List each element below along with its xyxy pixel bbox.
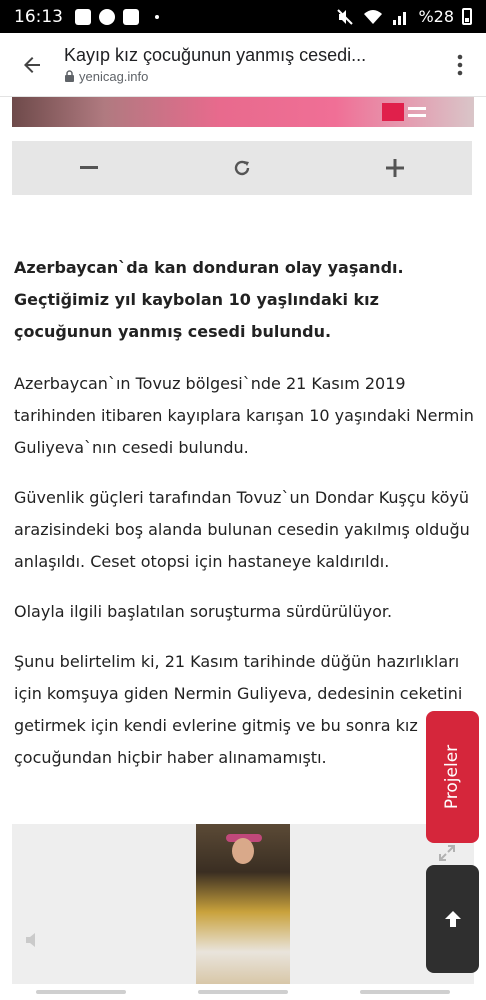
article-paragraph: Azerbaycan`ın Tovuz bölgesi`nde 21 Kasım 2019 tarihinden itibaren kayıplara karışan 10 yaşındaki Nermin Guliyeva`nın cesedi bulundu. — [14, 374, 474, 457]
gallery-icon — [75, 9, 91, 25]
back-button[interactable] — [0, 33, 64, 97]
plus-icon — [386, 159, 404, 177]
expand-icon[interactable] — [438, 844, 456, 862]
mute-icon — [336, 8, 354, 26]
notification-dot-icon — [155, 15, 159, 19]
article-photo[interactable] — [196, 824, 290, 984]
nav-home-handle[interactable] — [198, 990, 288, 994]
nav-recents-handle[interactable] — [36, 990, 126, 994]
status-bar — [0, 0, 486, 33]
url-area[interactable] — [64, 45, 434, 84]
zoom-reset-button[interactable] — [212, 141, 272, 195]
nav-back-handle[interactable] — [360, 990, 450, 994]
projects-tab[interactable] — [426, 711, 479, 843]
zoom-controls — [12, 141, 472, 195]
status-time: 16:13 — [14, 6, 63, 27]
signal-icon — [392, 8, 410, 26]
back-arrow-icon — [20, 53, 44, 77]
battery-icon — [462, 8, 472, 25]
domain-row — [64, 69, 434, 84]
logo-mark — [382, 103, 404, 121]
battery-percent: %28 — [418, 7, 454, 26]
more-vert-icon — [457, 54, 463, 76]
photo-face — [232, 838, 254, 864]
minus-icon — [80, 166, 98, 170]
arrow-up-icon — [444, 910, 462, 928]
article-body — [14, 252, 474, 792]
article-paragraph: Şunu belirtelim ki, 21 Kasım tarihinde düğün hazırlıkları için komşuya giden Nermin Guliyeva, dedesinin ceketini getirmek için kendi evlerine gitmiş ve bu sonra kız çocuğundan hiçbir haber alınamamıştı. — [14, 652, 463, 767]
hero-image — [12, 97, 474, 127]
page-domain: yenicag.info — [79, 69, 149, 84]
lock-icon — [64, 70, 75, 83]
browser-toolbar — [0, 33, 486, 97]
status-right — [336, 7, 472, 26]
video-mute-icon[interactable] — [24, 930, 44, 950]
menu-button[interactable] — [434, 33, 486, 97]
projects-label: Projeler — [442, 744, 463, 810]
wifi-icon — [362, 8, 384, 26]
zoom-out-button[interactable] — [59, 141, 119, 195]
messenger-icon — [99, 9, 115, 25]
article-paragraph: Güvenlik güçleri tarafından Tovuz`un Dondar Kuşçu köyü arazisindeki boş alanda bulunan cesedin yakılmış olduğu anlaşıldı. Ceset otopsi için hastaneye kaldırıldı. — [14, 488, 470, 571]
zoom-in-button[interactable] — [365, 141, 425, 195]
page-title: Kayıp kız çocuğunun yanmış cesedi... — [64, 45, 367, 65]
checkbox-icon — [123, 9, 139, 25]
article-lead: Azerbaycan`da kan donduran olay yaşandı. Geçtiğimiz yıl kaybolan 10 yaşlındaki kız çocuğunun yanmış cesedi bulundu. — [14, 258, 404, 341]
article-image-frame — [12, 824, 474, 984]
article-paragraph: Olayla ilgili başlatılan soruşturma sürdürülüyor. — [14, 602, 393, 621]
reset-icon — [233, 159, 251, 177]
scroll-top-button[interactable] — [426, 865, 479, 973]
logo-line — [408, 107, 426, 110]
system-nav-bar — [0, 984, 486, 1000]
logo-line — [408, 114, 426, 117]
